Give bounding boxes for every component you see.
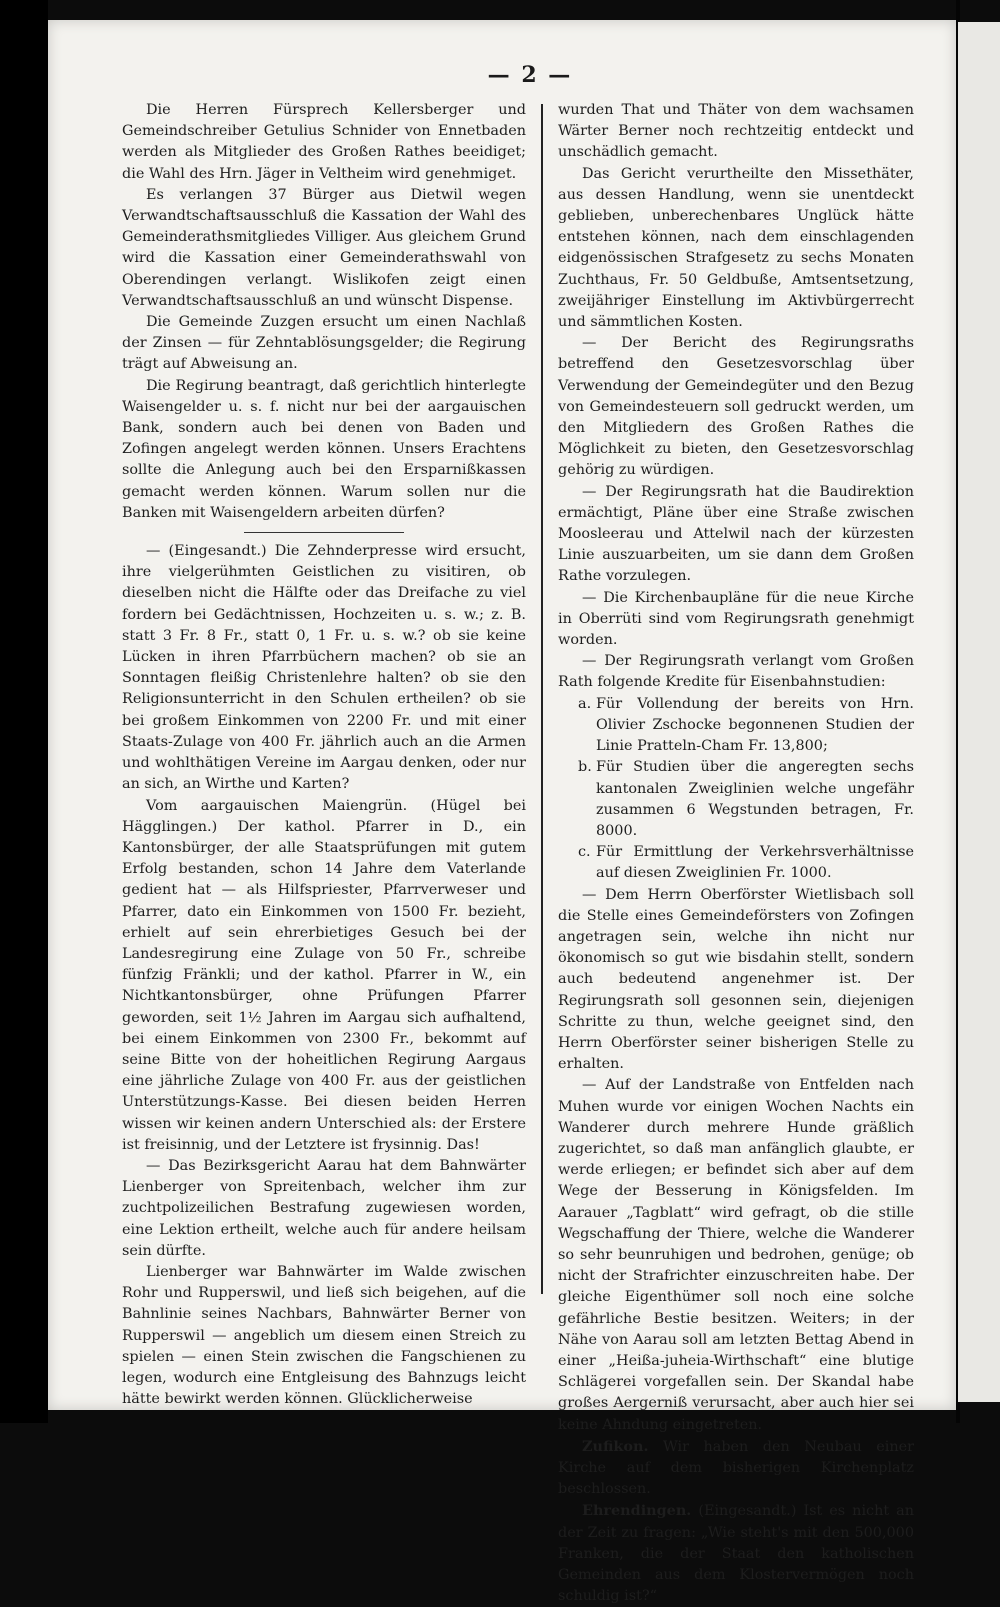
page-number: — 2 — xyxy=(487,62,573,88)
paragraph-wahlen: Die Herren Fürsprech Kellersberger und Gemeindschreiber Getulius Schnider von Ennetbaden werden als Mitglieder des Großen Rathes beeidiget; die Wahl des Hrn. Jäger in Veltheim wird genehmiget. xyxy=(122,102,526,182)
paragraph-gemeindegueter: — Der Bericht des Regirungsraths betreffend den Gesetzesvorschlag über Verwendung der Gemeindegüter und den Bezug von Gemeindesteuern soll gedruckt werden, um den Mitgliedern des Großen Rathes die Möglichkeit zu bieten, den Gesetzesvorschlag gehörig zu würdigen. xyxy=(558,335,914,479)
paragraph-zuzgen: Die Gemeinde Zuzgen ersucht um einen Nachlaß der Zinsen — für Zehntablösungsgelder; die Regirung trägt auf Abweisung an. xyxy=(122,314,526,373)
list-item xyxy=(558,757,914,842)
paragraph-eingesandt-zehnderpresse: — (Eingesandt.) Die Zehnderpresse wird ersucht, ihre vielgerühmten Geistlichen zu visitiren, ob dieselben nicht die Hälfte oder das Dreifache zu viel fordern bei Gedächtnissen, Hochzeiten u. s. w.; z. B. statt 3 Fr. 8 Fr., statt 0, 1 Fr. u. s. w.? ob sie keine Lücken in ihren Pfarrbüchern machen? ob sie an Sonntagen fleißig Christenlehre halten? ob sie den Religionsunterricht in den Schulen ertheilen? ob sie bei großem Einkommen von 2200 Fr. und mit einer Staats-Zulage von 400 Fr. jährlich auch an die Armen und wohlthätigen Vereine im Aargau denken, oder nur an sich, an Wirthe und Karten? xyxy=(122,543,526,793)
section-separator xyxy=(244,532,404,533)
paragraph-kirchenbauplaene: — Die Kirchenbaupläne für die neue Kirche in Oberrüti sind vom Regirungsrath genehmigt worden. xyxy=(558,589,914,649)
list-item-text: Für Ermittlung der Verkehrsverhältnisse auf diesen Zweiglinien Fr. 1000. xyxy=(596,844,914,882)
list-item-text: Für Vollendung der bereits von Hrn. Olivier Zschocke begonnenen Studien der Linie Pratteln-Cham Fr. 13,800; xyxy=(596,695,914,755)
left-column xyxy=(122,100,526,1410)
paragraph-lienberger: Lienberger war Bahnwärter im Walde zwischen Rohr und Rupperswil, und ließ sich beigehen, auf die Bahnlinie seines Nachbars, Bahnwärter Berner von Rupperswil — angeblich um diesem einen Streich zu spielen — einen Stein zwischen die Fangschienen zu legen, wodurch eine Entgleisung des Bahnzugs leicht hätte bewirkt werden können. Glücklicherweise xyxy=(122,1263,526,1408)
list-item-label: a. xyxy=(578,695,592,712)
kredite-list xyxy=(558,694,914,885)
right-column xyxy=(558,100,914,1607)
zufikon-text: Wir haben den Neubau einer Kirche auf dem bisherigen Kirchenplatz beschlossen. xyxy=(558,1438,914,1498)
paragraph-bezirksgericht: — Das Bezirksgericht Aarau hat dem Bahnwärter Lienberger von Spreitenbach, welcher ihm zur zuchtpolizeilichen Bestrafung zugewiesen worden, eine Lektion ertheilt, welche auch für andere heilsam sein dürfte. xyxy=(122,1157,526,1259)
paragraph-dietwil: Es verlangen 37 Bürger aus Dietwil wegen Verwandtschaftsausschluß die Kassation der Wahl des Gemeinderathsmitgliedes Villiger. Aus gleichem Grund wird die Kassation einer Gemeinderathswahl von Oberendingen verlangt. Wislikofen zeigt einen Verwandtschaftsausschluß an und wünscht Dispense. xyxy=(122,186,526,309)
paragraph-continuation: wurden That und Thäter von dem wachsamen Wärter Berner noch rechtzeitig entdeckt und unschädlich gemacht. xyxy=(558,102,914,161)
list-item-label: c. xyxy=(578,844,591,861)
list-item-text: Für Studien über die angeregten sechs kantonalen Zweiglinien welche ungefähr zusammen 6 Wegstunden betragen, Fr. 8000. xyxy=(596,759,914,839)
paragraph-maiengruen: Vom aargauischen Maiengrün. (Hügel bei Hägglingen.) Der kathol. Pfarrer in D., ein Kantonsbürger, der alle Staatsprüfungen mit gutem Erfolg bestanden, schon 14 Jahre dem Vaterlande gedient hat — als Hilfspriester, Pfarrverweser und Pfarrer, dato ein Einkommen von 1500 Fr. bezieht, erhielt auf sein ehrerbietiges Gesuch bei der Landesregirung eine Zulage von 50 Fr., schreibe fünfzig Fränkli; und der kathol. Pfarrer in W., ein Nichtkantonsbürger, ohne Prüfungen Pfarrer geworden, seit 1½ Jahren im Aargau sich aufhaltend, bei einem Einkommen von 2300 Fr., bekommt auf seine Bitte von der hoheitlichen Regirung Aargaus eine jährliche Zulage von 400 Fr. aus der geistlichen Unterstützungs-Kasse. Bei diesen beiden Herren wissen wir keinen andern Unterschied als: der Erstere ist freisinnig, und der Letztere ist frysinnig. Das! xyxy=(122,797,526,1153)
list-item xyxy=(558,842,914,884)
place-heading-zufikon: Zufikon. xyxy=(582,1437,649,1455)
list-item-label: b. xyxy=(578,759,592,776)
column-divider xyxy=(541,104,543,1294)
paragraph-entfelden: — Auf der Landstraße von Entfelden nach Muhen wurde vor einigen Wochen Nachts ein Wanderer durch mehrere Hunde gräßlich zugerichtet, so daß man anfänglich glaubte, er werde erliegen; er befindet sich aber auf dem Wege der Besserung in Königsfelden. Im Aarauer „Tagblatt“ wird gefragt, ob die stille Wegschaffung der Thiere, welche die Wanderer so sehr beunruhigen und bedrohen, genüge; ob nicht der Strafrichter einzuschreiten habe. Der gleiche Eigenthümer soll noch eine solche gefährliche Bestie besitzen. Weiters; in der Nähe von Aarau soll am letzten Bettag Abend in einer „Heißa-juheia-Wirthschaft“ eine blutige Schlägerei vorgefallen sein. Der Skandal habe großes Aergerniß verursacht, aber auch hier sei keine Ahndung eingetreten. xyxy=(558,1077,914,1433)
list-item xyxy=(558,694,914,758)
paragraph-baudirektion: — Der Regirungsrath hat die Baudirektion ermächtigt, Pläne über eine Straße zwischen Moosleerau und Attelwil nach der kürzesten Linie auszuarbeiten, um sie dann dem Großen Rathe vorzulegen. xyxy=(558,483,914,585)
ehrendingen-text: (Eingesandt.) Ist es nicht an der Zeit zu fragen: „Wie steht's mit den 500,000 Franken, die der Staat den katholischen Gemeinden aus dem Klostervermögen noch schuldig ist?“ xyxy=(558,1503,915,1605)
paragraph-zufikon xyxy=(558,1436,914,1501)
paragraph-ehrendingen xyxy=(558,1500,914,1607)
adjacent-page-edge xyxy=(958,22,1000,1402)
paragraph-gericht-urteil: Das Gericht verurtheilte den Missethäter, aus dessen Handlung, wenn sie unentdeckt geblieben, unberechenbares Unglück hätte entstehen können, nach dem einschlagenden eidgenössischen Strafgesetz zu sechs Monaten Zuchthaus, Fr. 50 Geldbuße, Amtsentsetzung, zweijähriger Einstellung im Aktivbürgerrecht und sämmtlichen Kosten. xyxy=(558,165,914,331)
place-heading-ehrendingen: Ehrendingen. xyxy=(582,1502,692,1520)
scan-background-left xyxy=(0,0,48,1423)
paragraph-kredite: — Der Regirungsrath verlangt vom Großen Rath folgende Kredite für Eisenbahnstudien: xyxy=(558,653,914,691)
paragraph-oberfoerster: — Dem Herrn Oberförster Wietlisbach soll die Stelle eines Gemeindeförsters von Zofingen angetragen sein, welche ihn nicht nur ökonomisch so gut wie bisdahin stellt, sondern auch bedeutend angenehmer ist. Der Regirungsrath soll gesonnen sein, diejenigen Schritte zu thun, welche geeignet sind, den Herrn Oberförster seiner bisherigen Stelle zu erhalten. xyxy=(558,886,914,1073)
paragraph-waisengelder: Die Regirung beantragt, daß gerichtlich hinterlegte Waisengelder u. s. f. nicht nur bei der aargauischen Bank, sondern auch bei denen von Baden und Zofingen angelegt werden können. Unsers Erachtens sollte die Anlegung auch bei den Ersparnißkassen gemacht werden können. Warum sollen nur die Banken mit Waisengeldern arbeiten dürfen? xyxy=(122,377,526,521)
